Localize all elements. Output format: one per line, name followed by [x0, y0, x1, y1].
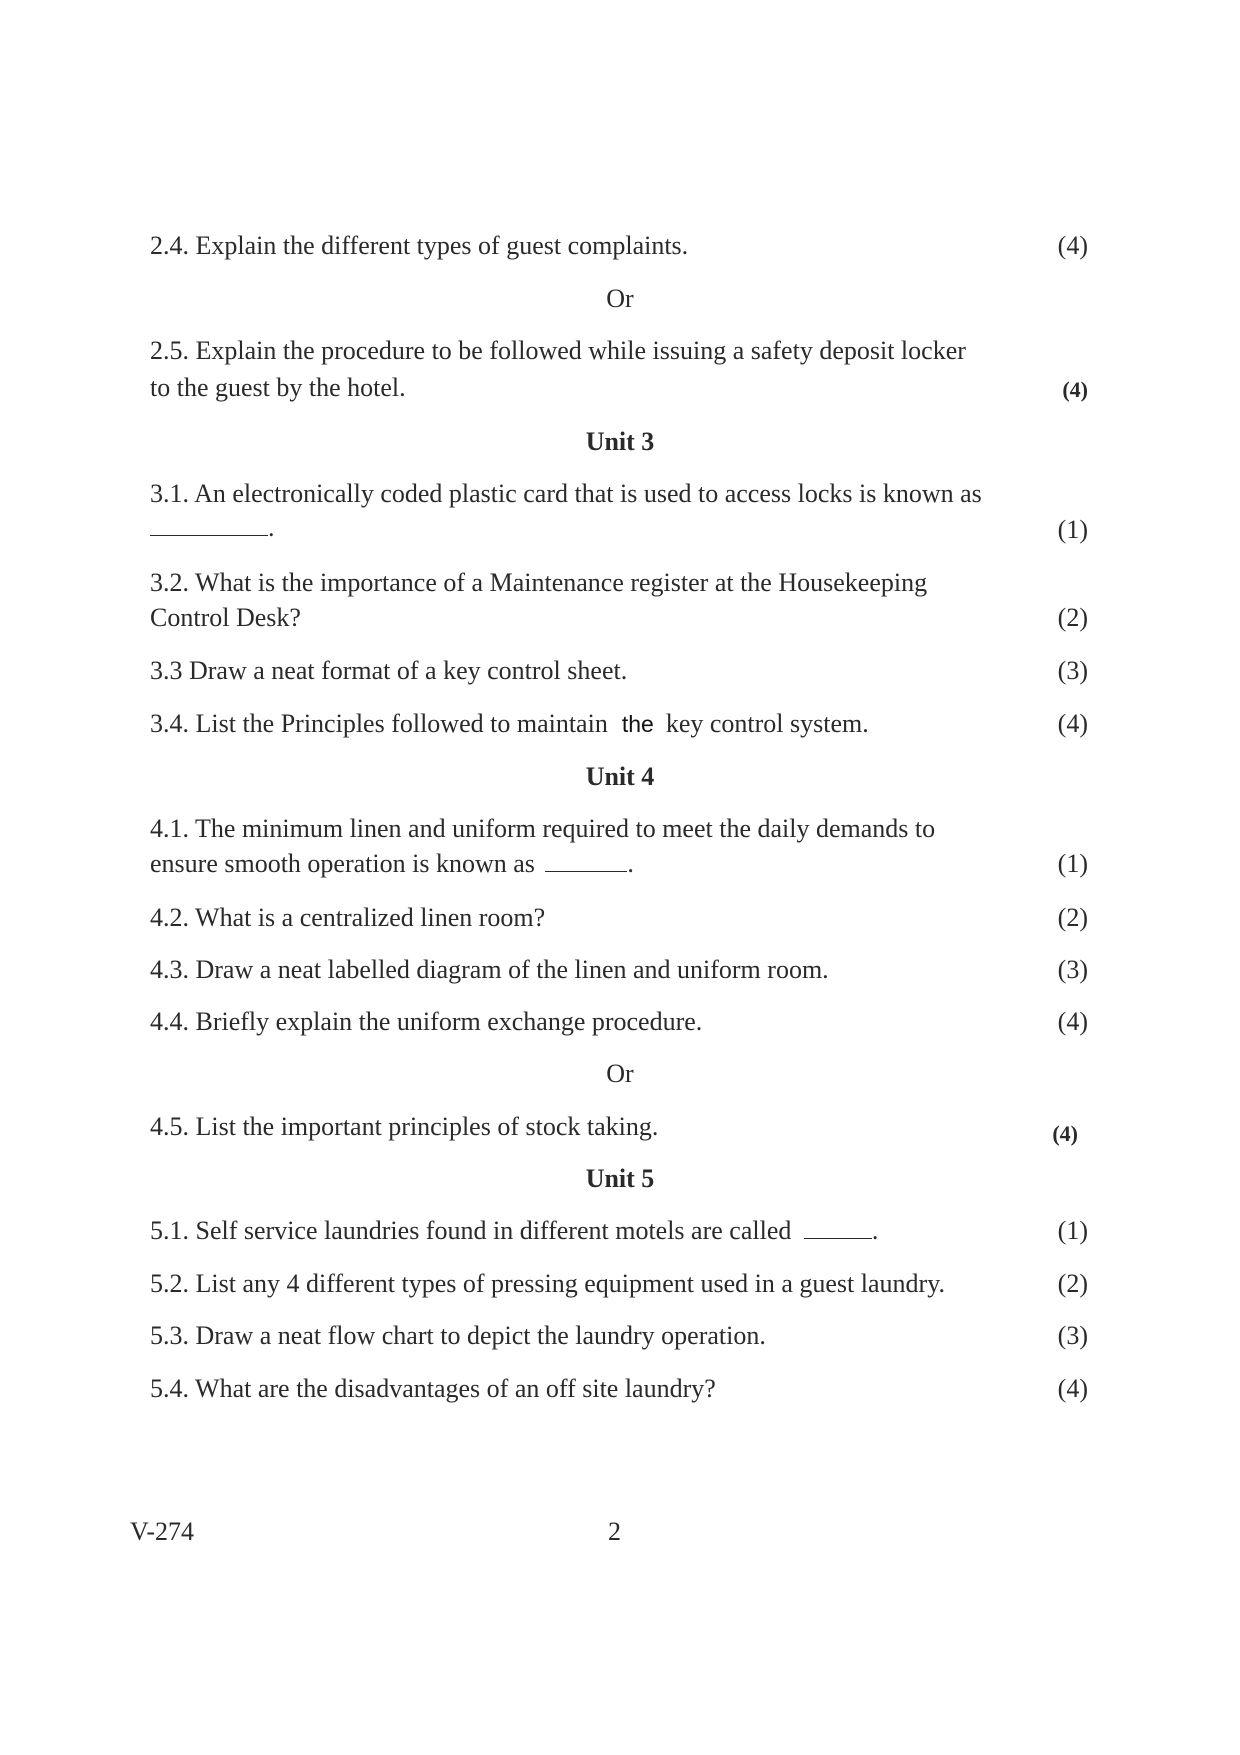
question-3-1-line2: [150, 512, 275, 544]
answer-blank: [804, 1216, 872, 1239]
question-3-4-marks: (4): [1057, 709, 1088, 738]
question-5-1-marks: (1): [1057, 1216, 1088, 1245]
question-3-2-marks: (2): [1057, 603, 1088, 632]
unit-4-heading: Unit 4: [585, 762, 655, 791]
question-2-4: 2.4. Explain the different types of guest complaints.: [150, 231, 689, 260]
question-4-5-marks: (4): [1052, 1121, 1078, 1146]
question-3-1-period: .: [268, 513, 275, 542]
question-5-3-marks: (3): [1057, 1321, 1088, 1350]
question-4-3: 4.3. Draw a neat labelled diagram of the linen and uniform room.: [150, 955, 829, 984]
question-4-2: 4.2. What is a centralized linen room?: [150, 903, 546, 932]
answer-blank: [545, 849, 627, 872]
question-4-2-marks: (2): [1057, 903, 1088, 932]
or-separator: Or: [606, 284, 634, 313]
question-3-2-line2: Control Desk?: [150, 603, 301, 632]
question-2-5-marks: (4): [1062, 377, 1088, 402]
question-3-3-marks: (3): [1057, 656, 1088, 685]
question-5-1-text: 5.1. Self service laundries found in different motels are called: [150, 1216, 792, 1245]
question-3-2-line1: 3.2. What is the importance of a Maintenance register at the Housekeeping: [150, 568, 928, 597]
unit-5-heading: Unit 5: [585, 1164, 655, 1193]
question-4-1-text: ensure smooth operation is known as: [150, 849, 535, 878]
question-4-1-period: .: [627, 849, 634, 878]
question-4-5: 4.5. List the important principles of stock taking.: [150, 1112, 659, 1141]
question-5-2-marks: (2): [1057, 1269, 1088, 1298]
question-2-5-line2: to the guest by the hotel.: [150, 373, 406, 402]
question-3-4: [150, 708, 869, 740]
paper-code: V-274: [130, 1517, 195, 1546]
question-4-3-marks: (3): [1057, 955, 1088, 984]
question-5-3: 5.3. Draw a neat flow chart to depict the laundry operation.: [150, 1321, 766, 1350]
question-3-3: 3.3 Draw a neat format of a key control sheet.: [150, 656, 628, 685]
question-3-1-marks: (1): [1057, 515, 1088, 544]
question-5-4-marks: (4): [1057, 1374, 1088, 1403]
question-5-4: 5.4. What are the disadvantages of an off site laundry?: [150, 1374, 716, 1403]
unit-3-heading: Unit 3: [585, 427, 655, 456]
question-5-1-period: .: [871, 1216, 879, 1245]
question-3-4-text-before: 3.4. List the Principles followed to maintain: [150, 709, 608, 738]
question-4-1-line2: [150, 848, 634, 880]
or-separator: Or: [606, 1059, 634, 1088]
question-2-5-line1: 2.5. Explain the procedure to be followed while issuing a safety deposit locker: [150, 336, 966, 365]
question-5-1: [150, 1215, 878, 1247]
question-4-1-marks: (1): [1057, 849, 1088, 878]
question-3-4-inserted-word: the: [621, 711, 654, 737]
question-3-4-text-after: key control system.: [665, 709, 869, 738]
question-2-4-marks: (4): [1057, 231, 1088, 260]
question-4-1-line1: 4.1. The minimum linen and uniform required to meet the daily demands to: [150, 814, 936, 843]
answer-blank: [150, 513, 268, 536]
question-4-4-marks: (4): [1057, 1007, 1088, 1036]
question-4-4: 4.4. Briefly explain the uniform exchange procedure.: [150, 1007, 703, 1036]
question-3-1-line1: 3.1. An electronically coded plastic card that is used to access locks is known as: [150, 479, 982, 508]
page-number: 2: [608, 1517, 621, 1546]
question-5-2: 5.2. List any 4 different types of pressing equipment used in a guest laundry.: [150, 1269, 946, 1298]
